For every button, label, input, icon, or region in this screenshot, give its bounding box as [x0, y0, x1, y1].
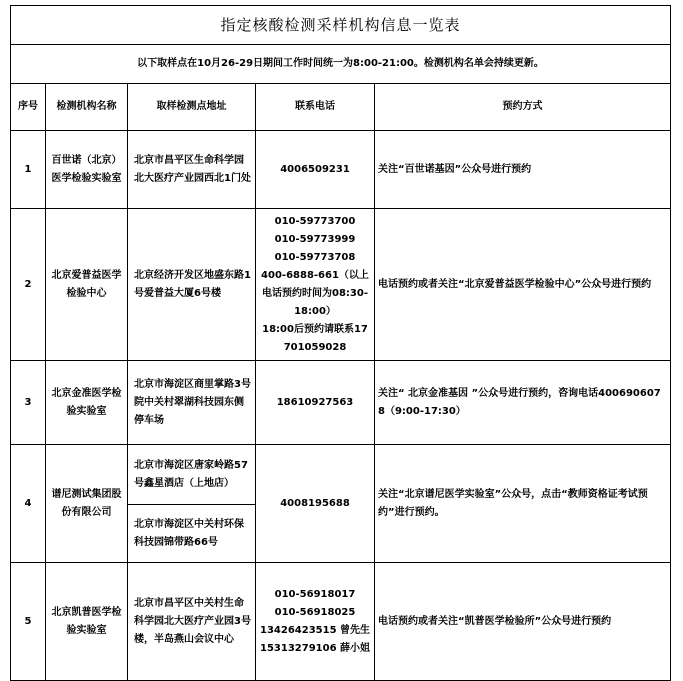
row-no: 4: [11, 445, 46, 563]
header-no: 序号: [11, 84, 46, 131]
org-name: 百世诺（北京）医学检验实验室: [46, 131, 128, 209]
site-address-secondary: 北京市海淀区中关村环保科技园锦带路66号: [128, 505, 256, 563]
row-no: 3: [11, 361, 46, 445]
phone-cell: [256, 563, 375, 681]
phone-line: 010-59773700: [274, 215, 356, 227]
org-name: 北京爱普益医学检验中心: [46, 209, 128, 361]
org-name: 北京凯普医学检验实验室: [46, 563, 128, 681]
row-no: 1: [11, 131, 46, 209]
row-no: 2: [11, 209, 46, 361]
phone-line: 4006509231: [280, 163, 350, 175]
booking-method: 关注“ 北京金准基因 ”公众号进行预约，咨询电话4006906078（9:00-17:30）: [375, 361, 671, 445]
org-name: 北京金准医学检验实验室: [46, 361, 128, 445]
table-row: [11, 445, 671, 505]
phone-line: 010-56918017: [274, 588, 356, 600]
site-address: 北京市海淀区商里掌路3号院中关村翠湖科技园东侧停车场: [128, 361, 256, 445]
header-phone: 联系电话: [256, 84, 375, 131]
phone-line: 18:00后预约请联系17701059028: [262, 323, 368, 353]
phone-line: 13426423515 曾先生: [259, 624, 371, 636]
phone-line: 010-56918025: [274, 606, 356, 618]
hours-notice: 以下取样点在10月26-29日期间工作时间统一为8:00-21:00。检测机构名单会持续更新。: [11, 45, 671, 84]
header-booking: 预约方式: [375, 84, 671, 131]
table-row: [11, 361, 671, 445]
header-row: [11, 84, 671, 131]
phone-cell: [256, 445, 375, 563]
table-row: [11, 563, 671, 681]
phone-line: 18610927563: [276, 396, 354, 408]
phone-cell: [256, 361, 375, 445]
booking-method: 电话预约或者关注“凯普医学检验所”公众号进行预约: [375, 563, 671, 681]
info-sheet: [10, 5, 670, 681]
row-no: 5: [11, 563, 46, 681]
phone-line: 400-6888-661（以上电话预约时间为08:30-18:00）: [261, 269, 369, 317]
site-address: 北京市海淀区唐家岭路57号鑫星酒店（上地店）: [128, 445, 256, 505]
booking-method: 电话预约或者关注“北京爱普益医学检验中心”公众号进行预约: [375, 209, 671, 361]
phone-line: 010-59773999: [274, 233, 356, 245]
header-site: 取样检测点地址: [128, 84, 256, 131]
table-row: [11, 209, 671, 361]
institution-table: [10, 5, 671, 681]
table-row: [11, 131, 671, 209]
booking-method: 关注“北京谱尼医学实验室”公众号，点击“教师资格证考试预约”进行预约。: [375, 445, 671, 563]
phone-line: 010-59773708: [274, 251, 356, 263]
phone-cell: [256, 131, 375, 209]
phone-cell: [256, 209, 375, 361]
site-address: 北京市昌平区中关村生命科学园北大医疗产业园3号楼，半岛燕山会议中心: [128, 563, 256, 681]
booking-method: 关注“百世诺基因”公众号进行预约: [375, 131, 671, 209]
table-title: 指定核酸检测采样机构信息一览表: [11, 6, 671, 45]
header-org: 检测机构名称: [46, 84, 128, 131]
phone-line: 4008195688: [280, 497, 350, 509]
site-address: 北京市昌平区生命科学园北大医疗产业园西北1门处: [128, 131, 256, 209]
org-name: 谱尼测试集团股份有限公司: [46, 445, 128, 563]
site-address: 北京经济开发区地盛东路1号爱普益大厦6号楼: [128, 209, 256, 361]
phone-line: 15313279106 薛小姐: [259, 642, 371, 654]
